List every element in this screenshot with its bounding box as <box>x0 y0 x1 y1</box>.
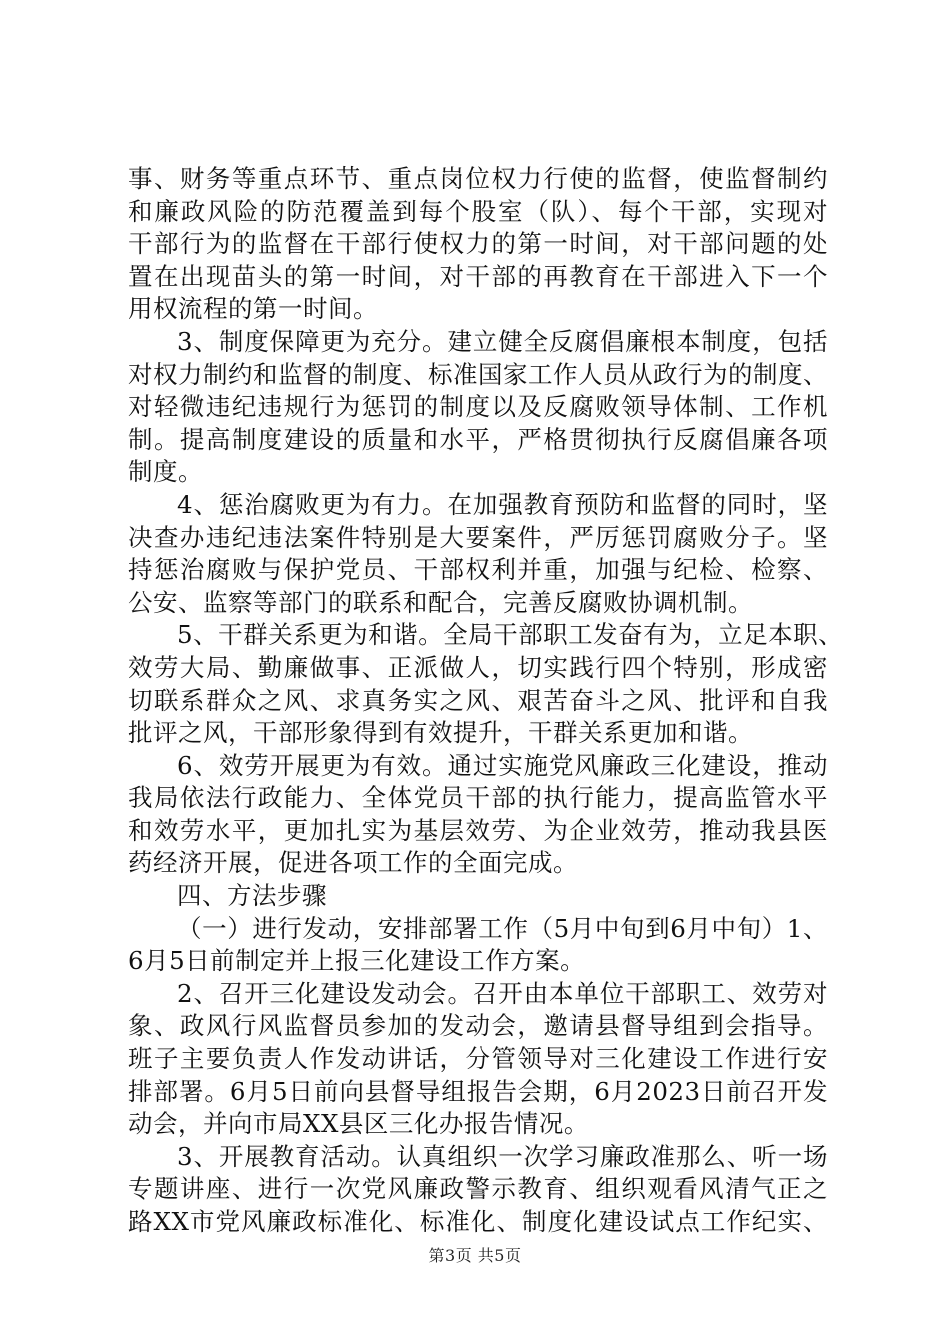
text-line: 四、方法步骤 <box>177 881 327 911</box>
text-line: 2、召开三化建设发动会。召开由本单位干部职工、效劳对 <box>177 978 828 1008</box>
text-line: 4、惩治腐败更为有力。在加强教育预防和监督的同时，坚 <box>177 489 828 519</box>
text-line: 象、政风行风监督员参加的发动会，邀请县督导组到会指导。 <box>128 1011 828 1041</box>
text-line: 干部行为的监督在干部行使权力的第一时间，对干部问题的处 <box>128 229 828 259</box>
text-line: 排部署。6月5日前向县督导组报告会期，6月2023日前召开发 <box>128 1076 828 1106</box>
text-line: 和廉政风险的防范覆盖到每个股室（队）、每个干部，实现对 <box>128 196 828 226</box>
text-line: 持惩治腐败与保护党员、干部权利并重，加强与纪检、检察、 <box>128 555 828 585</box>
text-line: 公安、监察等部门的联系和配合，完善反腐败协调机制。 <box>128 587 753 617</box>
text-line: 药经济开展，促进各项工作的全面完成。 <box>128 848 578 878</box>
text-line: （一）进行发动，安排部署工作（5月中旬到6月中旬）1、 <box>177 913 828 943</box>
text-line: 3、开展教育活动。认真组织一次学习廉政准那么、听一场 <box>177 1141 828 1171</box>
text-line: 决查办违纪违法案件特别是大要案件，严厉惩罚腐败分子。坚 <box>128 522 828 552</box>
text-line: 制度。 <box>128 457 203 487</box>
page-number: 第3页 共5页 <box>428 1246 522 1265</box>
text-line: 事、财务等重点环节、重点岗位权力行使的监督，使监督制约 <box>128 164 828 193</box>
document-body <box>128 163 844 1239</box>
text-line: 对轻微违纪违规行为惩罚的制度以及反腐败领导体制、工作机 <box>128 392 828 422</box>
text-line: 效劳大局、勤廉做事、正派做人，切实践行四个特别，形成密 <box>128 652 828 682</box>
text-line: 用权流程的第一时间。 <box>128 294 378 324</box>
text-line: 对权力制约和监督的制度、标准国家工作人员从政行为的制度、 <box>128 359 828 389</box>
text-line: 制。提高制度建设的质量和水平，严格贯彻执行反腐倡廉各项 <box>128 424 828 454</box>
page-footer <box>0 1243 950 1266</box>
text-line: 专题讲座、进行一次党风廉政警示教育、组织观看风清气正之 <box>128 1174 828 1204</box>
text-line: 6、效劳开展更为有效。通过实施党风廉政三化建设，推动 <box>177 750 828 780</box>
text-line: 置在出现苗头的第一时间，对干部的再教育在干部进入下一个 <box>128 261 828 291</box>
text-line: 班子主要负责人作发动讲话，分管领导对三化建设工作进行安 <box>128 1044 828 1074</box>
text-line: 6月5日前制定并上报三化建设工作方案。 <box>128 946 586 976</box>
text-line: 路XX市党风廉政标准化、标准化、制度化建设试点工作纪实、 <box>128 1207 828 1236</box>
text-line: 5、干群关系更为和谐。全局干部职工发奋有为，立足本职、 <box>177 620 844 650</box>
text-line: 3、制度保障更为充分。建立健全反腐倡廉根本制度，包括 <box>177 326 828 356</box>
text-line: 动会，并向市局XX县区三化办报告情况。 <box>128 1109 589 1139</box>
text-line: 和效劳水平，更加扎实为基层效劳、为企业效劳，推动我县医 <box>128 815 828 845</box>
text-line: 切联系群众之风、求真务实之风、艰苦奋斗之风、批评和自我 <box>128 685 828 715</box>
text-line: 批评之风，干部形象得到有效提升，干群关系更加和谐。 <box>128 718 753 748</box>
text-line: 我局依法行政能力、全体党员干部的执行能力，提高监管水平 <box>128 783 828 813</box>
